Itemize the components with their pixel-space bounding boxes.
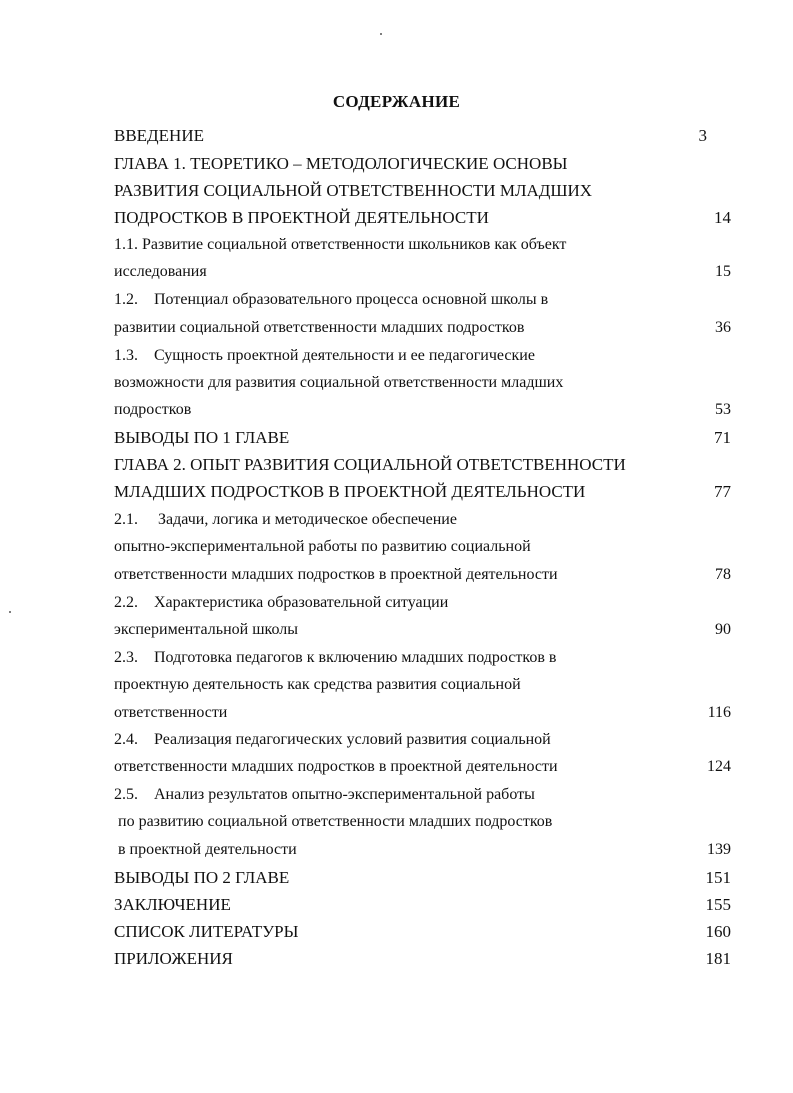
toc-page-number: 77: [714, 482, 731, 501]
toc-entry-line: ВЫВОДЫ ПО 2 ГЛАВЕ: [114, 868, 290, 887]
toc-entry-line: ответственности: [114, 704, 228, 721]
toc-entry-line: ответственности младших подростков в проектной деятельности: [114, 758, 558, 775]
toc-entry-line: 2.5. Анализ результатов опытно-экспериментальной работы: [114, 786, 535, 803]
toc-entry-line: развитии социальной ответственности младших подростков: [114, 319, 525, 336]
toc-entry-line: 2.1. Задачи, логика и методическое обеспечение: [114, 511, 457, 528]
toc-entry-line: 1.2. Потенциал образовательного процесса основной школы в: [114, 291, 549, 308]
toc-entry-line: 1.3. Сущность проектной деятельности и ее педагогические: [114, 347, 535, 364]
toc-page-number: 181: [705, 949, 731, 968]
toc-page-number: 53: [715, 401, 731, 418]
toc-entry-line: ВВЕДЕНИЕ: [114, 126, 204, 145]
toc-entry-line: ГЛАВА 2. ОПЫТ РАЗВИТИЯ СОЦИАЛЬНОЙ ОТВЕТСТВЕННОСТИ: [114, 455, 626, 474]
toc-entry-line: МЛАДШИХ ПОДРОСТКОВ В ПРОЕКТНОЙ ДЕЯТЕЛЬНОСТИ: [114, 482, 586, 501]
toc-page-number: 14: [714, 208, 731, 227]
toc-entry-line: в проектной деятельности: [114, 841, 297, 858]
toc-entry-line: экспериментальной школы: [114, 621, 298, 638]
toc-entry-line: 1.1. Развитие социальной ответственности школьников как объект: [114, 236, 567, 253]
toc-page-number: 78: [715, 566, 731, 583]
toc-entry-line: РАЗВИТИЯ СОЦИАЛЬНОЙ ОТВЕТСТВЕННОСТИ МЛАДШИХ: [114, 181, 593, 200]
toc-page-number: 160: [705, 922, 731, 941]
toc-entry-line: СПИСОК ЛИТЕРАТУРЫ: [114, 922, 299, 941]
toc-entry-line: проектную деятельность как средства развития социальной: [114, 676, 521, 693]
toc-entry-line: ВЫВОДЫ ПО 1 ГЛАВЕ: [114, 428, 290, 447]
toc-entry-line: ГЛАВА 1. ТЕОРЕТИКО – МЕТОДОЛОГИЧЕСКИЕ ОСНОВЫ: [114, 154, 568, 173]
toc-entry-line: по развитию социальной ответственности младших подростков: [114, 813, 553, 830]
toc-title: СОДЕРЖАНИЕ: [332, 92, 461, 111]
toc-page-number: 36: [715, 319, 731, 336]
toc-page-number: 124: [707, 758, 731, 775]
toc-entry-line: ЗАКЛЮЧЕНИЕ: [114, 895, 231, 914]
toc-page-number: 155: [705, 895, 731, 914]
toc-entry-line: 2.3. Подготовка педагогов к включению младших подростков в: [114, 649, 557, 666]
scan-speck-top: [380, 33, 382, 35]
scan-speck-left: [9, 611, 11, 613]
toc-page-number: 139: [707, 841, 731, 858]
toc-page-number: 15: [715, 263, 731, 280]
toc-entry-line: возможности для развития социальной ответственности младших: [114, 374, 564, 391]
toc-entry-line: ответственности младших подростков в проектной деятельности: [114, 566, 558, 583]
toc-page-number: 116: [707, 704, 731, 721]
toc-page-number: 151: [705, 868, 731, 887]
toc-entry-line: ПОДРОСТКОВ В ПРОЕКТНОЙ ДЕЯТЕЛЬНОСТИ: [114, 208, 489, 227]
toc-entry-line: исследования: [114, 263, 207, 280]
toc-entry-line: 2.2. Характеристика образовательной ситуации: [114, 594, 449, 611]
toc-page-number: 71: [714, 428, 731, 447]
toc-entry-line: ПРИЛОЖЕНИЯ: [114, 949, 233, 968]
toc-entry-line: опытно-экспериментальной работы по развитию социальной: [114, 538, 531, 555]
toc-page-number: 90: [715, 621, 731, 638]
toc-page-number: 3: [698, 126, 707, 145]
toc-entry-line: подростков: [114, 401, 192, 418]
toc-entry-line: 2.4. Реализация педагогических условий развития социальной: [114, 731, 551, 748]
